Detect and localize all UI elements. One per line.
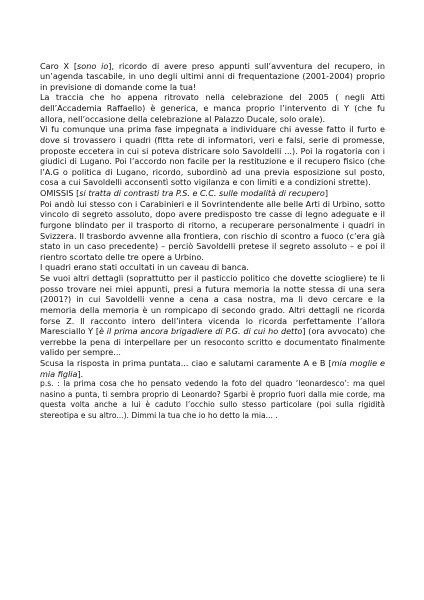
letter-body bbox=[40, 50, 385, 421]
editorial-note: sono io bbox=[77, 60, 109, 71]
paragraph-trace: La traccia che ho appena ritrovato nella celebrazione del 2005 ( negli Atti dell’Accademia Raffaello) è generica, e manca proprio l’intervento di Y (che fu allora, nell’occasione della celebrazione al Palazzo Ducale, solo orale). bbox=[40, 92, 385, 124]
editorial-note: si tratta di contrasti tra P.S. e C.C. sulle modalità di recupero bbox=[79, 188, 325, 199]
paragraph-greeting: Caro X [sono io], ricordo di avere preso appunti sull’avventura del recupero, in un’agenda tascabile, in uno degli ultimi anni di frequentazione (2001-2004) proprio in previsione di domande come la tua! bbox=[40, 60, 386, 92]
top-spacing bbox=[40, 50, 385, 61]
paragraph-closing: Scusa la risposta in prima puntata... ciao e salutami caramente A e B [mia moglie e mia figlia]. bbox=[40, 358, 385, 379]
paragraph-first-phase: Vi fu comunque una prima fase impegnata a individuare chi avesse fatto il furto e dove si trovassero i quadri (fitta rete di informatori, veri e falsi, serie di promesse, proposte eccetera in cui si poteva districare solo Savoldelli ...). Poi la rogatoria con i giudici di Lugano. Poi l’accordo non facile per la restituzione e il recupero fisico (che l’A.G o politica di Lugano, ricordo, subordinò ad una previa esposizione sul posto, cosa a cui Savoldelli acconsentì sotto vigilanza e con limiti e a condizioni strette). bbox=[40, 124, 385, 188]
paragraph-postscript: p.s. : la prima cosa che ho pensato vedendo la foto del quadro ‘leonardesco’: ma quel nasino a punta, ti sembra proprio di Leonardo? Sgarbi è proprio fuori dalla mie corde, ma questa volta anche a lui è caduto l’occhio sullo stesso particolare (poi sulla rigidità stereotipa e su altro...). Dimmi la tua che io ho detto la mia... . bbox=[40, 379, 385, 420]
editorial-note: mia moglie e mia figlia bbox=[40, 358, 385, 379]
editorial-note: è il prima ancora brigadiere di P.G. di cui ho detto bbox=[99, 326, 303, 337]
paragraph-omissis: OMISSIS [si tratta di contrasti tra P.S. e C.C. sulle modalità di recupero] bbox=[40, 188, 328, 199]
paragraph-recovery: Poi andò lui stesso con i Carabinieri e il Sovrintendente alle belle Arti di Urbino, sotto vincolo di segreto assoluto, dopo avere predisposto tre casse di legno adeguate e il furgone blindato per il trasporto di ritorno, a recuperare personalmente i quadri in Svizzera. Il trasbordo avvenne alla frontiera, con rischio di scontro a fuoco (c’era già stato in un caso precedente) – perciò Savoldelli pretese il segreto assoluto – e poi il rientro scortato delle tre opere a Urbino. bbox=[40, 198, 385, 262]
paragraph-caveau: I quadri erano stati occultati in un caveau di banca. bbox=[40, 262, 249, 273]
paragraph-details: Se vuoi altri dettagli (soprattutto per il pasticcio politico che dovette sciogliere) te li posso trovare nei miei appunti, presi a futura memoria la notte stessa di una sera (2001?) in cui Savoldelli venne a cena a casa nostra, ma li devo cercare e la memoria della memoria è un rompicapo di secondo grado. Altri dettagli ne ricorda forse Z. Il racconto intero dell’intera vicenda lo ricorda perfettamente l’allora Maresciallo Y [è il prima ancora brigadiere di P.G. di cui ho detto] (ora avvocato) che verrebbe la pena di interpellare per un resoconto scritto e documentato finalmente valido per sempre... bbox=[40, 273, 385, 358]
